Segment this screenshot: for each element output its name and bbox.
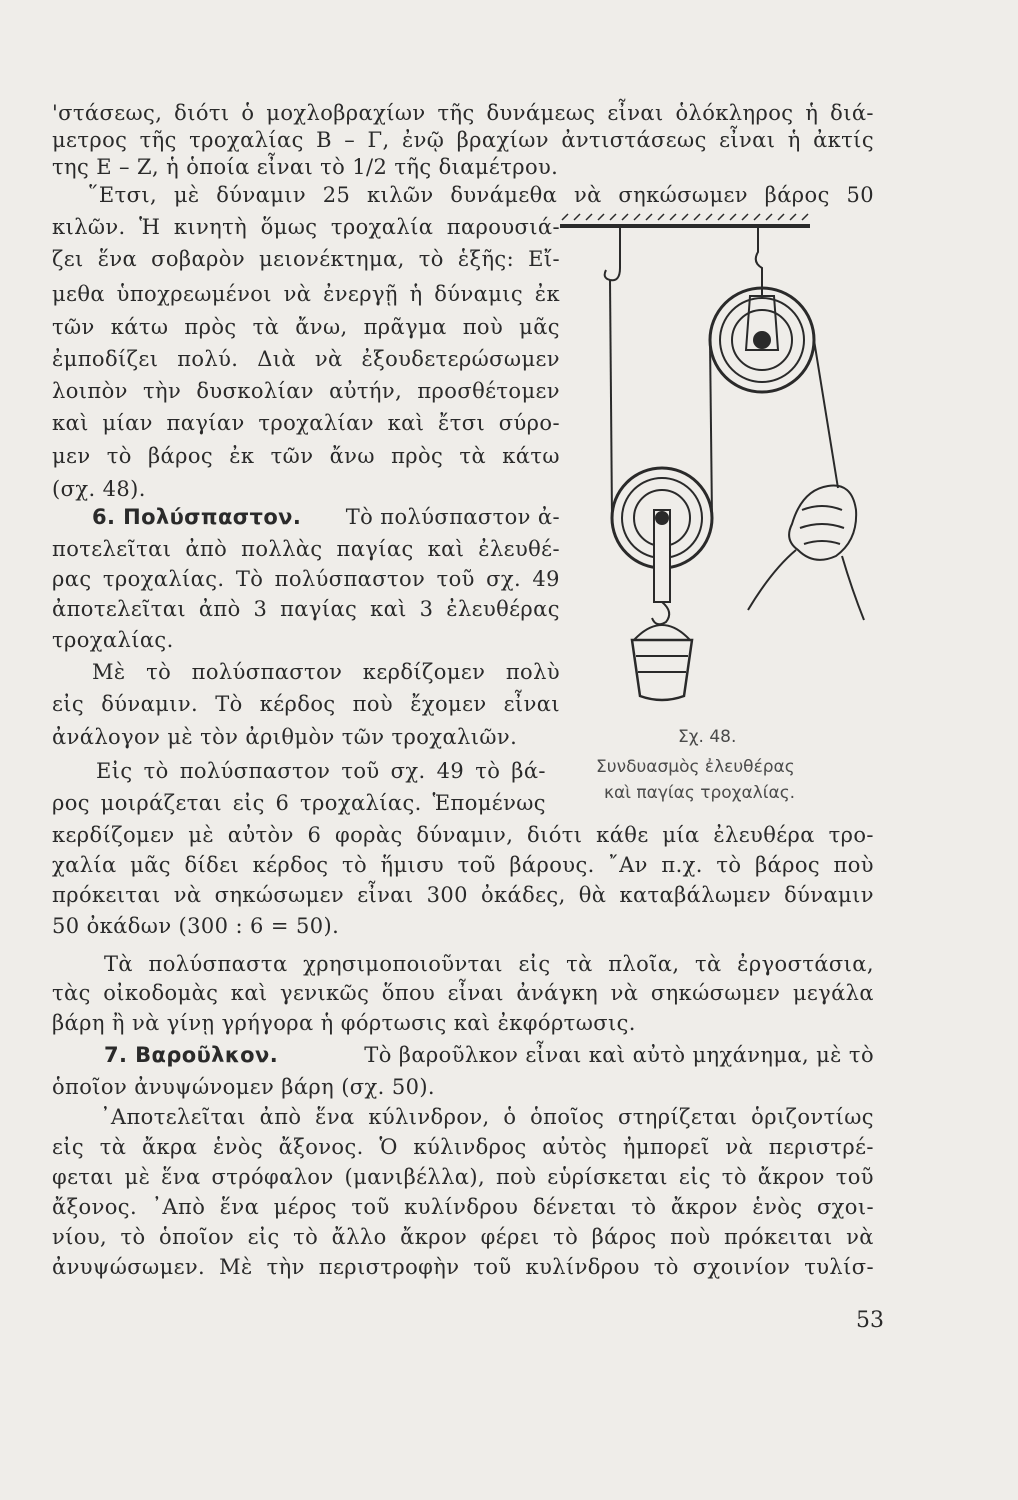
text-line: 50 ὀκάδων (300 : 6 = 50). [52, 914, 340, 938]
text-line: εἰς δύναμιν. Τὸ κέρδος ποὺ ἔχομεν εἶναι [52, 692, 560, 716]
text-line: κιλῶν. Ἡ κινητὴ ὅμως τροχαλία παρουσιά- [52, 215, 560, 239]
rope [610, 280, 612, 518]
text-line: ᾿Αποτελεῖται ἀπὸ ἕνα κύλινδρον, ὁ ὁποῖος στηρίζεται ὁριζοντίως [100, 1105, 874, 1129]
text-line: ὁποῖον ἀνυψώνομεν βάρη (σχ. 50). [52, 1075, 436, 1099]
section-heading-6 [92, 504, 560, 530]
heading-rest: Τὸ πολύσπαστον ἀ- [345, 505, 560, 529]
text-line: τὰς οἰκοδομὰς καὶ γενικῶς ὅπου εἶναι ἀνάγκη νὰ σηκώσωμεν μεγάλα [52, 981, 874, 1005]
text-line: χαλία μᾶς δίδει κέρδος τὸ ἥμισυ τοῦ βάρους. ῎Αν π.χ. τὸ βάρος ποὺ [52, 853, 874, 877]
figure-caption-line: καὶ παγίας τροχαλίας. [604, 783, 796, 803]
text-line: κερδίζομεν μὲ αὐτὸν 6 φορὰς δύναμιν, διότι κάθε μία ἐλευθέρα τρο- [52, 823, 874, 847]
bucket-handle [634, 625, 690, 640]
text-line: 'στάσεως, διότι ὁ μοχλοβραχίων τῆς δυνάμεως εἶναι ὁλόκληρος ἡ διά- [52, 101, 874, 125]
rope [814, 340, 838, 488]
heading-rest: Τὸ βαροῦλκον εἶναι καὶ αὐτὸ μηχάνημα, μὲ τὸ [364, 1043, 874, 1067]
pulley-figure [552, 210, 882, 730]
text-line: ζει ἕνα σοβαρὸν μειονέκτημα, τὸ ἑξῆς: Εἴ- [52, 247, 560, 271]
text-line: φεται μὲ ἕνα στρόφαλον (μανιβέλλα), ποὺ εὑρίσκεται εἰς τὸ ἄκρον τοῦ [52, 1165, 874, 1189]
text-line: ποτελεῖται ἀπὸ πολλὰς παγίας καὶ ἐλευθέ- [52, 537, 560, 561]
text-line: (σχ. 48). [52, 477, 146, 501]
text-line: ῞Ετσι, μὲ δύναμιν 25 κιλῶν δυνάμεθα νὰ σηκώσωμεν βάρος 50 [88, 183, 874, 207]
text-line: πρόκειται νὰ σηκώσωμεν εἶναι 300 ὀκάδες, θὰ καταβάλωμεν δύναμιν [52, 883, 874, 907]
text-line: Εἰς τὸ πολύσπαστον τοῦ σχ. 49 τὸ βά- [96, 759, 546, 783]
text-line: ἀνάλογον μὲ τὸν ἀριθμὸν τῶν τροχαλιῶν. [52, 725, 518, 749]
section-heading-7 [104, 1042, 874, 1068]
left-ceiling-hook [605, 228, 620, 280]
text-line: της Ε – Ζ, ἡ ὁποία εἶναι τὸ 1/2 τῆς διαμέτρου. [52, 155, 559, 179]
text-line: λοιπὸν τὴν δυσκολίαν αὐτήν, προσθέτομεν [52, 379, 560, 403]
text-line: ἀποτελεῖται ἀπὸ 3 παγίας καὶ 3 ἐλευθέρας [52, 597, 560, 621]
text-line: τροχαλίας. [52, 628, 174, 652]
text-line: βάρη ἢ νὰ γίνῃ γρήγορα ἡ φόρτωσις καὶ ἐκφόρτωσις. [52, 1011, 636, 1035]
text-line: ἀνυψώσωμεν. Μὲ τὴν περιστροφὴν τοῦ κυλίνδρου τὸ σχοινίον τυλίσ- [52, 1255, 874, 1279]
fixed-pulley-hook [756, 228, 762, 296]
pulley-illustration [552, 210, 882, 730]
text-line: μεθα ὑποχρεωμένοι νὰ ἐνεργῇ ἡ δύναμις ἐκ [52, 282, 560, 306]
rope [710, 340, 712, 518]
text-line: τῶν κάτω πρὸς τὰ ἄνω, πρᾶγμα ποὺ μᾶς [52, 315, 560, 339]
text-line: εἰς τὰ ἄκρα ἑνὸς ἄξονος. Ὁ κύλινδρος αὐτὸς ἠμπορεῖ νὰ περιστρέ- [52, 1135, 874, 1159]
hand-icon [789, 486, 856, 560]
text-line: ἄξονος. ᾿Απὸ ἕνα μέρος τοῦ κυλίνδρου δένεται τὸ ἄκρον ἑνὸς σχοι- [52, 1195, 874, 1219]
forearm [748, 550, 796, 610]
text-line: νίου, τὸ ὁποῖον εἰς τὸ ἄλλο ἄκρον φέρει τὸ βάρος ποὺ πρόκειται νὰ [52, 1225, 874, 1249]
text-line: ρος μοιράζεται εἰς 6 τροχαλίας. Ἑπομένως [52, 791, 546, 815]
figure-caption-line: Συνδυασμὸς ἐλευθέρας [596, 757, 795, 777]
ceiling-hatching [562, 214, 808, 220]
bucket [632, 640, 692, 700]
text-line: ρας τροχαλίας. Τὸ πολύσπαστον τοῦ σχ. 49 [52, 567, 560, 591]
text-line: ἐμποδίζει πολύ. Διὰ νὰ ἐξουδετερώσωμεν [52, 347, 560, 371]
text-line: Τὰ πολύσπαστα χρησιμοποιοῦνται εἰς τὰ πλοῖα, τὰ ἐργοστάσια, [104, 952, 874, 976]
text-line: μετρος τῆς τροχαλίας Β – Γ, ἐνῷ βραχίων ἀντιστάσεως εἶναι ἡ ἀκτίς [52, 128, 874, 152]
heading-label: 6. Πολύσπαστον. [92, 505, 302, 529]
page-number: 53 [856, 1308, 884, 1333]
figure-number: Σχ. 48. [678, 727, 737, 747]
text-line: Μὲ τὸ πολύσπαστον κερδίζομεν πολὺ [92, 660, 560, 684]
text-line: καὶ μίαν παγίαν τροχαλίαν καὶ ἔτσι σύρο- [52, 411, 560, 435]
text-line: μεν τὸ βάρος ἐκ τῶν ἄνω πρὸς τὰ κάτω [52, 444, 560, 468]
heading-label: 7. Βαροῦλκον. [104, 1043, 279, 1067]
